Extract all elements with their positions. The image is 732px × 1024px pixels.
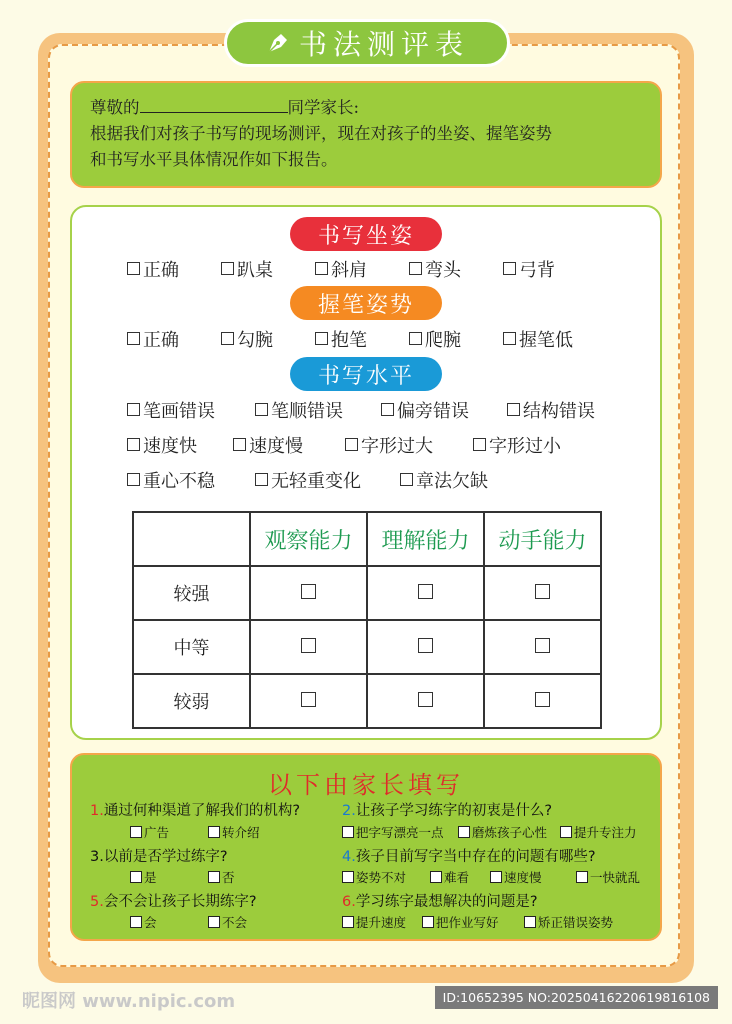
table-header: 动手能力 bbox=[484, 512, 601, 566]
parent-section-title: 以下由家长填写 bbox=[268, 771, 464, 799]
intro-line3: 和书写水平具体情况作如下报告。 bbox=[90, 150, 338, 169]
q2-option[interactable]: 把字写漂亮一点 bbox=[342, 823, 444, 841]
grip-option[interactable]: 正确 bbox=[127, 326, 179, 352]
q3-option[interactable]: 否 bbox=[208, 868, 235, 886]
posture-option[interactable]: 斜肩 bbox=[315, 256, 367, 282]
row-label: 较强 bbox=[133, 566, 250, 620]
level-option[interactable]: 字形过小 bbox=[473, 432, 561, 458]
table-checkbox[interactable] bbox=[484, 620, 601, 674]
row-label: 较弱 bbox=[133, 674, 250, 728]
level-option[interactable]: 速度慢 bbox=[233, 432, 303, 458]
pen-nib-icon bbox=[265, 30, 291, 56]
posture-option[interactable]: 弓背 bbox=[503, 256, 555, 282]
q6-option[interactable]: 矫正错误姿势 bbox=[524, 913, 613, 931]
table-checkbox[interactable] bbox=[367, 620, 484, 674]
question-2: 2.让孩子学习练字的初衷是什么? bbox=[342, 803, 553, 819]
footer bbox=[0, 983, 732, 1024]
greeting-suffix: 同学家长: bbox=[287, 98, 360, 117]
table-checkbox[interactable] bbox=[367, 566, 484, 620]
level-option[interactable]: 无轻重变化 bbox=[255, 467, 361, 493]
q5-option[interactable]: 会 bbox=[130, 913, 157, 931]
row-label: 中等 bbox=[133, 620, 250, 674]
level-option[interactable]: 字形过大 bbox=[345, 432, 433, 458]
level-option[interactable]: 结构错误 bbox=[507, 397, 595, 423]
greeting: 尊敬的 bbox=[90, 98, 140, 117]
level-option[interactable]: 章法欠缺 bbox=[400, 467, 488, 493]
q2-option[interactable]: 提升专注力 bbox=[560, 823, 637, 841]
level-option[interactable]: 笔顺错误 bbox=[255, 397, 343, 423]
grip-section-title: 握笔姿势 bbox=[290, 286, 442, 320]
q2-option[interactable]: 磨炼孩子心性 bbox=[458, 823, 547, 841]
grip-option[interactable]: 握笔低 bbox=[503, 326, 573, 352]
intro-line1 bbox=[90, 95, 642, 121]
question-4: 4.孩子目前写字当中存在的问题有哪些? bbox=[342, 849, 596, 865]
q1-option[interactable]: 广告 bbox=[130, 823, 169, 841]
q6-option[interactable]: 把作业写好 bbox=[422, 913, 499, 931]
table-checkbox[interactable] bbox=[250, 566, 367, 620]
level-section-title: 书写水平 bbox=[290, 357, 442, 391]
question-5: 5.会不会让孩子长期练字? bbox=[90, 894, 257, 910]
question-6: 6.学习练字最想解决的问题是? bbox=[342, 894, 538, 910]
q4-option[interactable]: 速度慢 bbox=[490, 868, 542, 886]
table-corner bbox=[133, 512, 250, 566]
level-option[interactable]: 偏旁错误 bbox=[381, 397, 469, 423]
image-id-label: ID:10652395 NO:20250416220619816108 bbox=[435, 986, 718, 1009]
q5-option[interactable]: 不会 bbox=[208, 913, 247, 931]
q4-option[interactable]: 一快就乱 bbox=[576, 868, 640, 886]
grip-option[interactable]: 抱笔 bbox=[315, 326, 367, 352]
table-checkbox[interactable] bbox=[250, 674, 367, 728]
grip-option[interactable]: 爬腕 bbox=[409, 326, 461, 352]
watermark: 昵图网 www.nipic.com bbox=[22, 991, 236, 1012]
page-title bbox=[224, 19, 510, 67]
table-header: 理解能力 bbox=[367, 512, 484, 566]
table-checkbox[interactable] bbox=[250, 620, 367, 674]
level-option[interactable]: 重心不稳 bbox=[127, 467, 215, 493]
q3-option[interactable]: 是 bbox=[130, 868, 157, 886]
parent-section bbox=[70, 753, 662, 941]
q1-option[interactable]: 转介绍 bbox=[208, 823, 260, 841]
ability-table bbox=[132, 511, 602, 729]
grip-option[interactable]: 勾腕 bbox=[221, 326, 273, 352]
table-checkbox[interactable] bbox=[484, 566, 601, 620]
q4-option[interactable]: 姿势不对 bbox=[342, 868, 406, 886]
q4-option[interactable]: 难看 bbox=[430, 868, 469, 886]
q6-option[interactable]: 提升速度 bbox=[342, 913, 406, 931]
question-1: 1.通过何种渠道了解我们的机构? bbox=[90, 803, 301, 819]
page-title-text: 书法测评表 bbox=[298, 28, 469, 61]
student-name-blank[interactable] bbox=[140, 96, 288, 113]
posture-option[interactable]: 弯头 bbox=[409, 256, 461, 282]
intro-line2: 根据我们对孩子书写的现场测评，现在对孩子的坐姿、握笔姿势 bbox=[90, 124, 552, 143]
intro-box bbox=[70, 81, 662, 188]
table-header: 观察能力 bbox=[250, 512, 367, 566]
posture-option[interactable]: 趴桌 bbox=[221, 256, 273, 282]
table-checkbox[interactable] bbox=[484, 674, 601, 728]
level-option[interactable]: 笔画错误 bbox=[127, 397, 215, 423]
posture-section-title: 书写坐姿 bbox=[290, 217, 442, 251]
table-checkbox[interactable] bbox=[367, 674, 484, 728]
question-3: 3.以前是否学过练字? bbox=[90, 849, 228, 865]
posture-option[interactable]: 正确 bbox=[127, 256, 179, 282]
level-option[interactable]: 速度快 bbox=[127, 432, 197, 458]
